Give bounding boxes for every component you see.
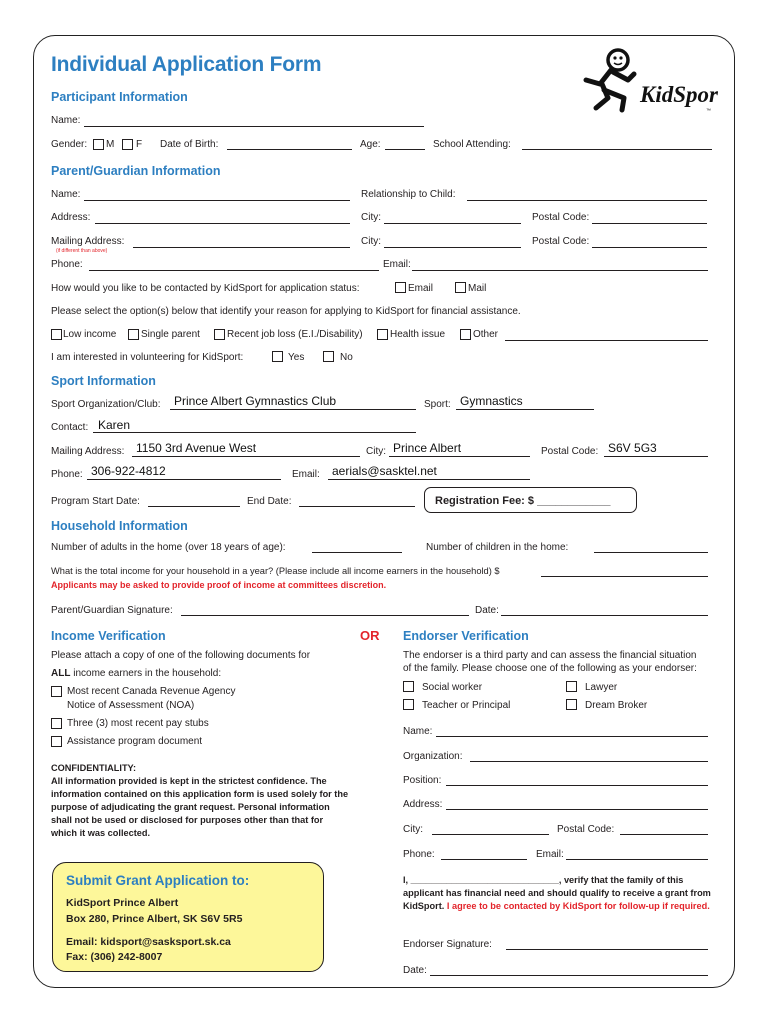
dob-field[interactable] [227,149,352,150]
parent-name-label: Name: [51,189,81,200]
income-question: What is the total income for your household in a year? (Please include all income earners in the household) $ [51,566,500,576]
pay-stubs-checkbox[interactable] [51,718,62,729]
confidentiality-body: All information provided is kept in the strictest confidence. The information contained on this application form is used solely for the purpose of adjudicating the grant request. Personal information shall not be used or disclosed for purposes other than that for which it was collected. [51,776,349,838]
endorser-email-label: Email: [536,849,564,860]
sport-contact-value: Karen [98,418,131,432]
reason-question: Please select the option(s) below that identify your reason for applying to KidSport for financial assistance. [51,306,521,317]
lawyer-checkbox[interactable] [566,681,577,692]
contact-mail-label: Mail [468,283,487,294]
program-end-field[interactable] [299,506,415,507]
children-label: Number of children in the home: [426,542,569,553]
sport-email-value: aerials@sasktel.net [332,464,437,478]
parent-date-label: Date: [475,605,499,616]
age-field[interactable] [385,149,425,150]
parent-heading: Parent/Guardian Information [51,164,221,178]
household-heading: Household Information [51,519,188,533]
reason-job-loss-checkbox[interactable] [214,329,225,340]
adults-label: Number of adults in the home (over 18 years of age): [51,542,286,553]
city-field[interactable] [384,223,521,224]
submit-email[interactable]: Email: kidsport@sasksport.sk.ca [66,936,231,948]
kidsport-logo [568,46,718,116]
gender-m-checkbox[interactable] [93,139,104,150]
teacher-checkbox[interactable] [403,699,414,710]
volunteer-no-checkbox[interactable] [323,351,334,362]
address-field[interactable] [95,223,350,224]
noa-checkbox[interactable] [51,686,62,697]
dream-broker-checkbox[interactable] [566,699,577,710]
sport-city-value: Prince Albert [393,441,462,455]
noa-label-line1: Most recent Canada Revenue Agency [67,686,236,697]
submit-org: KidSport Prince Albert [66,897,179,909]
children-field[interactable] [594,552,708,553]
volunteer-no-label: No [340,352,353,363]
gender-f-checkbox[interactable] [122,139,133,150]
income-instructions-line2 [51,668,221,679]
sport-org-label: Sport Organization/Club: [51,399,161,410]
sport-contact-label: Contact: [51,422,89,433]
endorser-desc-line2: of the family. Please choose one of the following as your endorser: [403,663,697,674]
reason-single-parent-label: Single parent [141,329,200,340]
reason-health-label: Health issue [390,329,446,340]
program-start-field[interactable] [148,506,240,507]
participant-heading: Participant Information [51,90,188,104]
endorser-phone-field[interactable] [441,859,527,860]
mailing-note: (if different than above) [56,248,108,254]
email-field[interactable] [412,270,708,271]
program-end-label: End Date: [247,496,292,507]
reason-low-income-checkbox[interactable] [51,329,62,340]
logo-text: KidSport [640,82,718,107]
volunteer-yes-label: Yes [288,352,305,363]
income-instructions-line1: Please attach a copy of one of the following documents for [51,650,311,661]
sport-postal-label: Postal Code: [541,446,599,457]
contact-email-label: Email [408,283,434,294]
submit-box [52,862,324,972]
postal-field[interactable] [592,223,707,224]
endorser-signature-label: Endorser Signature: [403,939,492,950]
submit-heading: Submit Grant Application to: [66,873,250,888]
sport-phone-field[interactable] [87,479,281,480]
income-field[interactable] [541,576,708,577]
parent-date-field[interactable] [501,615,708,616]
endorser-declaration-followup: I agree to be contacted by KidSport for follow-up if required. [446,901,710,911]
reason-health-checkbox[interactable] [377,329,388,340]
endorser-email-field[interactable] [566,859,708,860]
lawyer-label: Lawyer [585,682,618,693]
assistance-checkbox[interactable] [51,736,62,747]
relationship-field[interactable] [467,200,707,201]
reason-other-field[interactable] [505,340,708,341]
reason-other-checkbox[interactable] [460,329,471,340]
reason-job-loss-label: Recent job loss (E.I./Disability) [227,329,363,340]
phone-field[interactable] [89,270,379,271]
proof-note: Applicants may be asked to provide proof of income at committees discretion. [51,580,387,590]
endorser-org-field[interactable] [470,761,708,762]
sport-mailing-value: 1150 3rd Avenue West [136,441,257,455]
email-label: Email: [383,259,411,270]
registration-fee-box[interactable]: Registration Fee: $ ____________ [424,487,637,513]
address-label: Address: [51,212,91,223]
adults-field[interactable] [312,552,402,553]
gender-label: Gender: [51,139,88,150]
sport-mailing-field[interactable] [132,456,360,457]
endorser-position-label: Position: [403,775,442,786]
confidentiality-title: CONFIDENTIALITY: [51,763,137,773]
gender-f-label: F [136,139,143,150]
endorser-address-label: Address: [403,799,443,810]
endorser-signature-field[interactable] [506,949,708,950]
parent-signature-field[interactable] [181,615,469,616]
sport-mailing-label: Mailing Address: [51,446,125,457]
social-worker-label: Social worker [422,682,483,693]
participant-name-label: Name: [51,115,81,126]
mailing-label: Mailing Address: [51,236,125,247]
sport-email-label: Email: [292,469,320,480]
school-label: School Attending: [433,139,511,150]
income-verification-heading: Income Verification [51,629,166,643]
parent-signature-label: Parent/Guardian Signature: [51,605,173,616]
sport-city-field[interactable] [389,456,530,457]
sport-phone-value: 306-922-4812 [91,464,166,478]
reason-single-parent-checkbox[interactable] [128,329,139,340]
endorser-date-field[interactable] [430,975,708,976]
sport-postal-field[interactable] [604,456,708,457]
school-field[interactable] [522,149,712,150]
endorser-postal-label: Postal Code: [557,824,615,835]
endorser-city-field[interactable] [432,834,549,835]
or-label: OR [360,628,380,643]
relationship-label: Relationship to Child: [361,189,456,200]
endorser-desc-line1: The endorser is a third party and can assess the financial situation [403,650,697,661]
sport-contact-field[interactable] [93,432,416,433]
sport-heading: Sport Information [51,374,156,388]
endorser-date-label: Date: [403,965,427,976]
noa-label-line2: Notice of Assessment (NOA) [67,700,195,711]
endorser-position-field[interactable] [446,785,708,786]
endorser-declaration [403,874,725,913]
dream-broker-label: Dream Broker [585,700,648,711]
endorser-heading: Endorser Verification [403,629,529,643]
pay-stubs-label: Three (3) most recent pay stubs [67,718,209,729]
age-label: Age: [360,139,381,150]
endorser-declaration-text: I, _____________________________, verify that the family of this applicant has financial need and should qualify to receive a grant from KidSport. [403,875,711,911]
assistance-label: Assistance program document [67,736,203,747]
parent-name-field[interactable] [84,200,350,201]
teacher-label: Teacher or Principal [422,700,511,711]
sport-value: Gymnastics [460,394,523,408]
sport-phone-label: Phone: [51,469,83,480]
participant-name-field[interactable] [84,126,424,127]
sport-city-label: City: [366,446,386,457]
endorser-name-label: Name: [403,726,433,737]
postal-label: Postal Code: [532,212,590,223]
submit-address: Box 280, Prince Albert, SK S6V 5R5 [66,913,243,925]
city2-label: City: [361,236,381,247]
volunteer-yes-checkbox[interactable] [272,351,283,362]
income-instructions-rest: income earners in the household: [70,668,222,679]
postal2-field[interactable] [592,247,707,248]
mailing-field[interactable] [133,247,350,248]
endorser-address-field[interactable] [446,809,708,810]
endorser-org-label: Organization: [403,751,463,762]
reason-other-label: Other [473,329,499,340]
endorser-city-label: City: [403,824,423,835]
city2-field[interactable] [384,247,521,248]
form-title: Individual Application Form [51,53,322,76]
sport-postal-value: S6V 5G3 [608,441,657,455]
sport-email-field[interactable] [328,479,530,480]
sport-label: Sport: [424,399,451,410]
postal2-label: Postal Code: [532,236,590,247]
sport-org-value: Prince Albert Gymnastics Club [174,394,337,408]
phone-label: Phone: [51,259,83,270]
volunteer-question: I am interested in volunteering for KidSport: [51,352,244,363]
dob-label: Date of Birth: [160,139,219,150]
endorser-name-field[interactable] [436,736,708,737]
gender-m-label: M [106,139,115,150]
reason-low-income-label: Low income [63,329,117,340]
all-emphasis: ALL [51,668,71,679]
contact-question: How would you like to be contacted by KidSport for application status: [51,283,360,294]
city-label: City: [361,212,381,223]
submit-fax: Fax: (306) 242-8007 [66,951,163,963]
program-start-label: Program Start Date: [51,496,140,507]
sport-org-field[interactable] [170,409,416,410]
endorser-phone-label: Phone: [403,849,435,860]
sport-field[interactable] [456,409,594,410]
social-worker-checkbox[interactable] [403,681,414,692]
logo-tm: ™ [706,108,711,114]
contact-email-checkbox[interactable] [395,282,406,293]
contact-mail-checkbox[interactable] [455,282,466,293]
endorser-postal-field[interactable] [620,834,708,835]
